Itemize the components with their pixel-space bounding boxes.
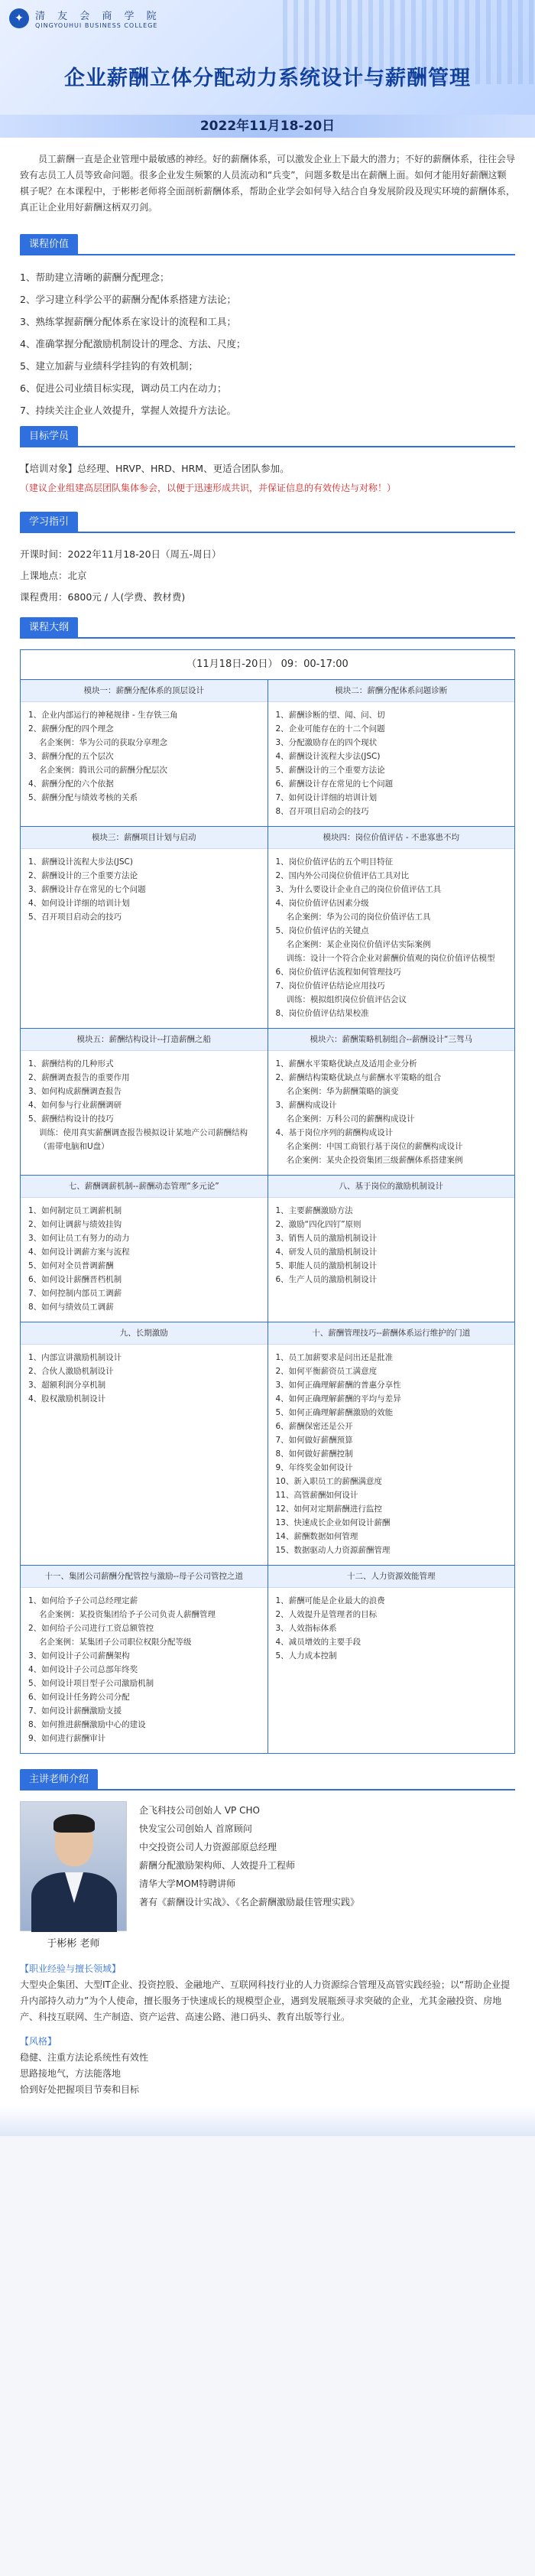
module-item: 4、如何正确理解薪酬的平均与差异 — [275, 1394, 401, 1403]
module-cell — [21, 1176, 268, 1322]
module-item: 2、如何让调薪与绩效挂钩 — [28, 1220, 122, 1229]
module-title: 九、长期激励 — [21, 1322, 268, 1345]
module-item: 1、主要薪酬激励方法 — [275, 1206, 353, 1215]
module-item: 7、岗位价值评估结论应用技巧 — [275, 981, 385, 990]
guide-time: 开课时间：2022年11月18-20日（周五-周日） — [20, 548, 222, 560]
section-rule — [20, 532, 515, 533]
module-item: 3、如何设计子公司薪酬架构 — [28, 1651, 130, 1660]
style-heading: 【风格】 — [20, 2036, 57, 2047]
outline-row — [21, 827, 514, 1029]
module-item: 7、如何设计薪酬激励支援 — [28, 1706, 122, 1716]
page-title: 企业薪酬立体分配动力系统设计与薪酬管理 — [64, 67, 471, 90]
outline-row — [21, 680, 514, 827]
module-item: 4、薪酬分配的六个依据 — [28, 779, 114, 789]
module-item: 1、薪酬诊断的望、闻、问、切 — [275, 711, 385, 720]
module-item: 2、薪酬设计的三个重要方法论 — [28, 871, 138, 880]
module-title: 模块二：薪酬分配体系问题诊断 — [268, 680, 515, 702]
module-item: 14、薪酬数据如何管理 — [275, 1532, 358, 1541]
section-audience-title: 目标学员 — [20, 426, 78, 447]
module-item: 4、基于岗位序列的薪酬构成设计 — [275, 1128, 394, 1137]
logo-icon: ✦ — [9, 8, 29, 28]
module-item: 4、薪酬设计流程大步法(JSC) — [275, 752, 381, 761]
outline-row — [21, 1176, 514, 1322]
style-line: 稳健、注重方法论系统性有效性 — [20, 2052, 149, 2063]
course-date: 2022年11月18-20日 — [0, 115, 535, 138]
module-cell — [268, 680, 515, 826]
module-item: 9、年终奖金如何设计 — [275, 1463, 353, 1472]
module-item: 1、员工加薪要求是问出还是批准 — [275, 1353, 394, 1362]
module-item: 1、薪酬水平策略优缺点及适用企业分析 — [275, 1059, 417, 1068]
value-item: 1、帮助建立清晰的薪酬分配理念； — [20, 272, 170, 283]
bio-line: 著有《薪酬设计实战》、《名企薪酬激励最佳管理实践》 — [139, 1897, 360, 1908]
module-item: 8、如何做好薪酬控制 — [275, 1449, 353, 1459]
bio-line: 薪酬分配激励架构师、人效提升工程师 — [139, 1860, 296, 1871]
experience-paragraph: 大型央企集团、大型IT企业、投资控股、金融地产、互联网科技行业的人力资源综合管理及高管实践经验；以“帮助企业提升内部持久动力”为个人使命，擅长服务于快速成长的规模型企业，遇到发展瓶颈寻求突破的企业，尤其金融投资、房地产、科技互联网、生产制造、资产运营、高速公路、港口码头、教育出版等行业。 — [20, 1979, 511, 2022]
module-item: 4、如何参与行业薪酬调研 — [28, 1101, 122, 1110]
module-item: 7、如何设计详细的培训计划 — [275, 793, 378, 802]
module-item: 5、召开项目启动会的技巧 — [28, 912, 122, 922]
module-item: 3、薪酬构成设计 — [275, 1101, 337, 1110]
value-item: 3、熟练掌握薪酬分配体系在家设计的流程和工具； — [20, 316, 236, 327]
module-item: 5、如何对全员普调薪酬 — [28, 1261, 114, 1270]
teacher-photo — [20, 1801, 127, 1931]
value-item: 2、学习建立科学公平的薪酬分配体系搭建方法论； — [20, 294, 236, 305]
module-item: 2、薪酬调查报告的重要作用 — [28, 1073, 130, 1082]
module-title: 模块三：薪酬项目计划与启动 — [21, 827, 268, 849]
module-item: 3、为什么要设计企业自己的岗位价值评估工具 — [275, 885, 442, 894]
audience-line: 【培训对象】总经理、HRVP、HRD、HRM、更适合团队参加。 — [20, 463, 290, 474]
section-rule — [20, 637, 515, 639]
module-item: 5、岗位价值评估的关键点 — [275, 926, 369, 935]
module-item: 1、岗位价值评估的五个明目特征 — [275, 857, 394, 867]
module-cell — [21, 1322, 268, 1565]
module-title: 模块四：岗位价值评估 - 不患寡患不均 — [268, 827, 515, 849]
outline-table — [20, 649, 515, 1754]
module-title: 十二、人力资源效能管理 — [268, 1566, 515, 1588]
logo-en: QINGYOUHUI BUSINESS COLLEGE — [35, 22, 158, 29]
module-title: 模块六：薪酬策略机制组合--薪酬设计“三驾马 — [268, 1029, 515, 1051]
footer-decoration — [0, 2106, 535, 2136]
module-cell — [268, 1566, 515, 1753]
section-guide-title: 学习指引 — [20, 512, 78, 533]
module-item: 名企案例：华为公司的岗位价值评估工具 — [286, 912, 431, 922]
module-item: 8、召开项目启动会的技巧 — [275, 807, 369, 816]
value-item: 6、促进公司业绩目标实现，调动员工内在动力； — [20, 382, 227, 394]
module-cell — [268, 827, 515, 1028]
module-item: 名企案例：某投资集团给予子公司负责人薪酬管理 — [39, 1610, 216, 1619]
module-cell — [21, 827, 268, 1028]
module-item: 名企案例：某企业岗位价值评估实际案例 — [286, 940, 431, 949]
module-item: 名企案例：某央企投资集团三级薪酬体系搭建案例 — [286, 1156, 463, 1165]
module-item: 名企案例：某集团子公司职位权限分配等级 — [39, 1638, 192, 1647]
module-item: 名企案例：万科公司的薪酬构成设计 — [286, 1114, 415, 1124]
module-item: 2、如何给子公司进行工资总额管控 — [28, 1624, 154, 1633]
bio-line: 清华大学MOM特聘讲师 — [139, 1878, 236, 1889]
module-item: 1、薪酬设计流程大步法(JSC) — [28, 857, 133, 867]
experience-heading: 【职业经验与擅长领域】 — [20, 1963, 122, 1974]
module-item: 名企案例：华为公司的获取分享理念 — [39, 738, 167, 747]
module-item: 12、如何对定期薪酬进行监控 — [275, 1504, 382, 1514]
module-title: 七、薪酬调薪机制--薪酬动态管理“多元论” — [21, 1176, 268, 1198]
module-item: 1、薪酬结构的几种形式 — [28, 1059, 114, 1068]
module-item: 2、国内外公司岗位价值评估工具对比 — [275, 871, 410, 880]
module-item: 3、如何构成薪酬调查报告 — [28, 1087, 122, 1096]
module-item: 6、生产人员的激励机制设计 — [275, 1275, 378, 1284]
header-banner — [0, 0, 535, 138]
section-values-title: 课程价值 — [20, 234, 78, 255]
module-item: 1、薪酬可能是企业最大的浪费 — [275, 1596, 385, 1605]
module-item: 13、快速成长企业如何设计薪酬 — [275, 1518, 391, 1527]
section-rule — [20, 254, 515, 255]
module-item: 4、如何设计子公司总部年终奖 — [28, 1665, 138, 1674]
module-item: 7、如何控制内部员工调薪 — [28, 1289, 122, 1298]
module-item: 2、合伙人激励机制设计 — [28, 1367, 114, 1376]
module-item: 5、薪酬设计的三个重要方法论 — [275, 766, 385, 775]
module-cell — [21, 1566, 268, 1753]
module-item: 6、如何设计任务跨公司分配 — [28, 1693, 130, 1702]
value-item: 7、持续关注企业人效提升，掌握人效提升方法论。 — [20, 405, 236, 416]
bio-line: 企飞科技公司创始人 VP CHO — [139, 1805, 260, 1816]
module-item: 8、如何与绩效员工调薪 — [28, 1303, 114, 1312]
module-item: 5、如何正确理解薪酬激励的效能 — [275, 1408, 394, 1417]
module-item: 6、如何设计薪酬晋档机制 — [28, 1275, 122, 1284]
module-item: 训练：设计一个符合企业对薪酬价值观的岗位价值评估模型 — [286, 954, 495, 963]
module-item: 8、岗位价值评估结果校准 — [275, 1009, 369, 1018]
module-item: 3、销售人员的激励机制设计 — [275, 1234, 378, 1243]
module-item: 1、如何给予子公司总经理定薪 — [28, 1596, 138, 1605]
module-item: 4、如何设计调薪方案与流程 — [28, 1247, 130, 1257]
module-cell — [268, 1029, 515, 1175]
outline-head: （11月18日-20日） 09：00-17:00 — [21, 650, 514, 680]
module-item: 4、减员增效的主要手段 — [275, 1638, 362, 1647]
section-rule — [20, 446, 515, 447]
teacher-name: 于彬彬 老师 — [47, 1938, 100, 1950]
module-item: 15、数据驱动人力资源薪酬管理 — [275, 1546, 391, 1555]
module-item: 4、研发人员的激励机制设计 — [275, 1247, 378, 1257]
module-cell — [268, 1176, 515, 1322]
module-item: 3、人效指标体系 — [275, 1624, 337, 1633]
guide-fee: 课程费用：6800元 / 人(学费、教材费) — [20, 591, 186, 603]
outline-row — [21, 1566, 514, 1753]
module-item: 2、企业可能存在的十二个问题 — [275, 724, 385, 733]
module-item: 5、薪酬结构设计的技巧 — [28, 1114, 114, 1124]
section-outline-title: 课程大纲 — [20, 617, 78, 639]
module-item: 5、如何设计项目型子公司激励机制 — [28, 1679, 154, 1688]
module-item: 6、薪酬设计存在常见的七个问题 — [275, 779, 394, 789]
module-item: 5、薪酬分配与绩效考核的关系 — [28, 793, 138, 802]
module-cell — [21, 680, 268, 826]
module-item: 5、人力成本控制 — [275, 1651, 337, 1660]
module-item: 3、如何让员工有努力的动力 — [28, 1234, 130, 1243]
logo-cn: 清 友 会 商 学 院 — [35, 11, 161, 22]
audience-note: （建议企业组建高层团队集体参会，以便于迅速形成共识，并保证信息的有效传达与对称！） — [20, 483, 397, 493]
module-item: 8、如何推进薪酬激励中心的建设 — [28, 1720, 146, 1729]
module-item: 6、薪酬保密还是公开 — [275, 1422, 353, 1431]
teacher-bio — [139, 1801, 359, 1953]
bio-line: 中交投资公司人力资源部原总经理 — [139, 1842, 277, 1852]
module-item: 2、如何平衡薪资员工满意度 — [275, 1367, 378, 1376]
guide-place: 上课地点：北京 — [20, 570, 87, 581]
module-item: 名企案例：华为薪酬策略的演变 — [286, 1087, 399, 1096]
module-item: 名企案例：中国工商银行基于岗位的薪酬构成设计 — [286, 1142, 463, 1151]
module-title: 八、基于岗位的激励机制设计 — [268, 1176, 515, 1198]
module-title: 模块五：薪酬结构设计--打造薪酬之船 — [21, 1029, 268, 1051]
module-item: 3、薪酬设计存在常见的七个问题 — [28, 885, 146, 894]
module-item: 9、如何进行薪酬审计 — [28, 1734, 106, 1743]
module-cell — [268, 1322, 515, 1565]
style-line: 恰到好处把握项目节奏和目标 — [20, 2084, 140, 2095]
module-item: 2、薪酬结构策略优缺点与薪酬水平策略的组合 — [275, 1073, 442, 1082]
module-item: 4、如何设计详细的培训计划 — [28, 899, 130, 908]
module-title: 十一、集团公司薪酬分配管控与激励--母子公司管控之道 — [21, 1566, 268, 1588]
intro-paragraph: 员工薪酬一直是企业管理中最敏感的神经。好的薪酬体系，可以激发企业上下最大的潜力；不好的薪酬体系，往往会导致有志员工人员等致命问题。很多企业发生频繁的人员流动和“兵变”，问题多数是出在薪酬上面。如何才能用好薪酬这颗棋子呢？在本课程中，于彬彬老师将全面剖析薪酬体系，帮助企业学会如何导入结合自身发展阶段及现实环境的薪酬体系，真正让企业用好薪酬这柄双刃剑。 — [20, 154, 516, 213]
module-item: 训练：使用真实薪酬调查报告模拟设计某地产公司薪酬结构 — [39, 1128, 248, 1137]
value-item: 4、准确掌握分配激励机制设计的理念、方法、尺度； — [20, 338, 246, 350]
module-title: 十、薪酬管理技巧--薪酬体系运行维护的门道 — [268, 1322, 515, 1345]
module-item: 3、如何正确理解薪酬的普惠分享性 — [275, 1381, 401, 1390]
module-item: 11、高管薪酬如何设计 — [275, 1491, 358, 1500]
module-item: 1、内部宣讲激励机制设计 — [28, 1353, 122, 1362]
module-item: 3、薪酬分配的五个层次 — [28, 752, 114, 761]
module-item: 训练：模拟组织岗位价值评估会议 — [286, 995, 407, 1004]
module-cell — [21, 1029, 268, 1175]
module-item: 名企案例：腾讯公司的薪酬分配层次 — [39, 766, 167, 775]
logo — [9, 8, 161, 29]
module-item: 2、薪酬分配的四个理念 — [28, 724, 114, 733]
outline-row — [21, 1322, 514, 1566]
module-item: 4、岗位价值评估因素分级 — [275, 899, 369, 908]
module-item: 10、新入职员工的薪酬满意度 — [275, 1477, 382, 1486]
value-item: 5、建立加薪与业绩科学挂钩的有效机制； — [20, 360, 198, 372]
module-item: 7、如何做好薪酬预算 — [275, 1436, 353, 1445]
style-line: 思路接地气，方法能落地 — [20, 2068, 122, 2079]
module-item: 6、岗位价值评估流程如何管理技巧 — [275, 968, 401, 977]
module-item: 4、股权激励机制设计 — [28, 1394, 106, 1403]
module-item: 5、职能人员的激励机制设计 — [275, 1261, 378, 1270]
teacher-card — [20, 1801, 515, 1953]
section-teacher-title: 主讲老师介绍 — [20, 1769, 98, 1791]
module-item: 2、激励“四化四钉”原则 — [275, 1220, 362, 1229]
outline-row — [21, 1029, 514, 1176]
module-title: 模块一：薪酬分配体系的顶层设计 — [21, 680, 268, 702]
module-item: （需带电脑和U盘） — [39, 1142, 109, 1151]
module-item: 3、分配激励存在的四个现状 — [275, 738, 378, 747]
module-item: 3、超额利润分享机制 — [28, 1381, 106, 1390]
values-list — [20, 266, 515, 421]
bio-line: 快发宝公司创始人 首席顾问 — [139, 1823, 252, 1834]
module-item: 1、企业内部运行的神秘规律 - 生存铁三角 — [28, 711, 178, 720]
module-item: 1、如何制定员工调薪机制 — [28, 1206, 122, 1215]
module-item: 2、人效提升是管理者的目标 — [275, 1610, 378, 1619]
